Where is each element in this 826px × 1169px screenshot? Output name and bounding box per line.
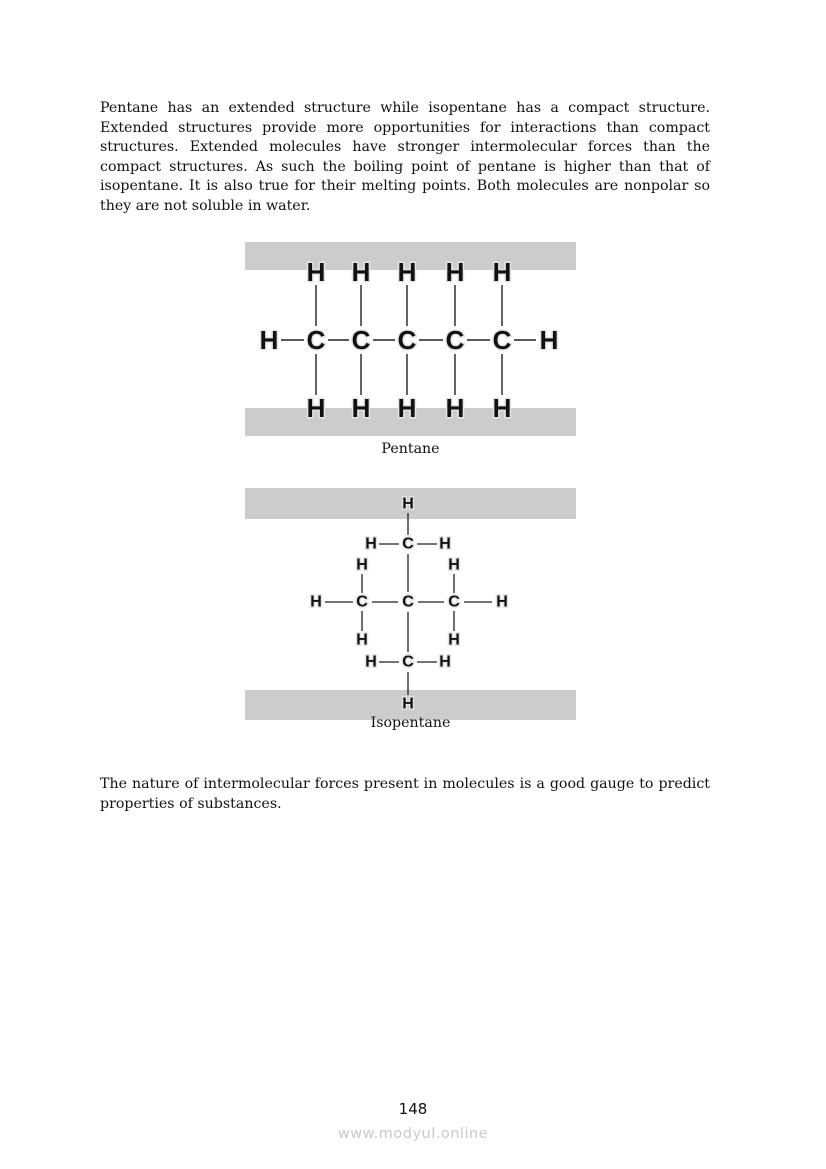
carbon-atom: C — [397, 325, 417, 355]
hydrogen-atom: H — [259, 325, 279, 355]
hydrogen-atom: H — [496, 593, 508, 611]
hydrogen-atom: H — [397, 257, 417, 287]
hydrogen-atom: H — [439, 535, 451, 553]
hydrogen-atom: H — [397, 393, 417, 423]
hydrogen-atom: H — [445, 393, 465, 423]
hydrogen-atom: H — [539, 325, 559, 355]
isopentane-structural-diagram — [245, 488, 576, 720]
hydrogen-atom: H — [351, 393, 371, 423]
isopentane-structure-figure — [245, 488, 576, 720]
carbon-atom: C — [448, 593, 460, 611]
pentane-caption: Pentane — [381, 441, 440, 457]
hydrogen-atom: H — [402, 495, 414, 513]
carbon-atom: C — [492, 325, 512, 355]
hydrogen-atom: H — [356, 556, 368, 574]
hydrogen-atom: H — [492, 393, 512, 423]
hydrogen-atom: H — [306, 393, 326, 423]
watermark: www.modyul.online — [337, 1126, 489, 1142]
carbon-atom: C — [402, 535, 414, 553]
hydrogen-atom: H — [306, 257, 326, 287]
conclusion-paragraph: The nature of intermolecular forces present in molecules is a good gauge to predict properties of substances. — [100, 776, 710, 812]
hydrogen-atom: H — [448, 556, 460, 574]
carbon-atom: C — [402, 653, 414, 671]
page-number: 148 — [398, 1100, 428, 1118]
hydrogen-atom: H — [365, 653, 377, 671]
carbon-atom: C — [306, 325, 326, 355]
hydrogen-atom: H — [402, 695, 414, 713]
pentane-structural-diagram — [245, 242, 576, 436]
hydrogen-atom: H — [448, 631, 460, 649]
carbon-atom: C — [402, 593, 414, 611]
carbon-atom: C — [445, 325, 465, 355]
carbon-atom: C — [356, 593, 368, 611]
hydrogen-atom: H — [365, 535, 377, 553]
intro-paragraph: Pentane has an extended structure while isopentane has a compact structure. Extended structures provide more opportunities for interactions than compact structures. Extended molecules have stronger intermolecular forces than the compact structures. As such the boiling point of pentane is higher than that of isopentane. It is also true for their melting points. Both molecules are nonpolar so they are not soluble in water. — [100, 100, 710, 214]
hydrogen-atom: H — [351, 257, 371, 287]
pentane-structure-figure — [245, 242, 576, 436]
hydrogen-atom: H — [356, 631, 368, 649]
hydrogen-atom: H — [445, 257, 465, 287]
hydrogen-atom: H — [310, 593, 322, 611]
hydrogen-atom: H — [439, 653, 451, 671]
carbon-atom: C — [351, 325, 371, 355]
isopentane-caption: Isopentane — [370, 715, 451, 731]
hydrogen-atom: H — [492, 257, 512, 287]
